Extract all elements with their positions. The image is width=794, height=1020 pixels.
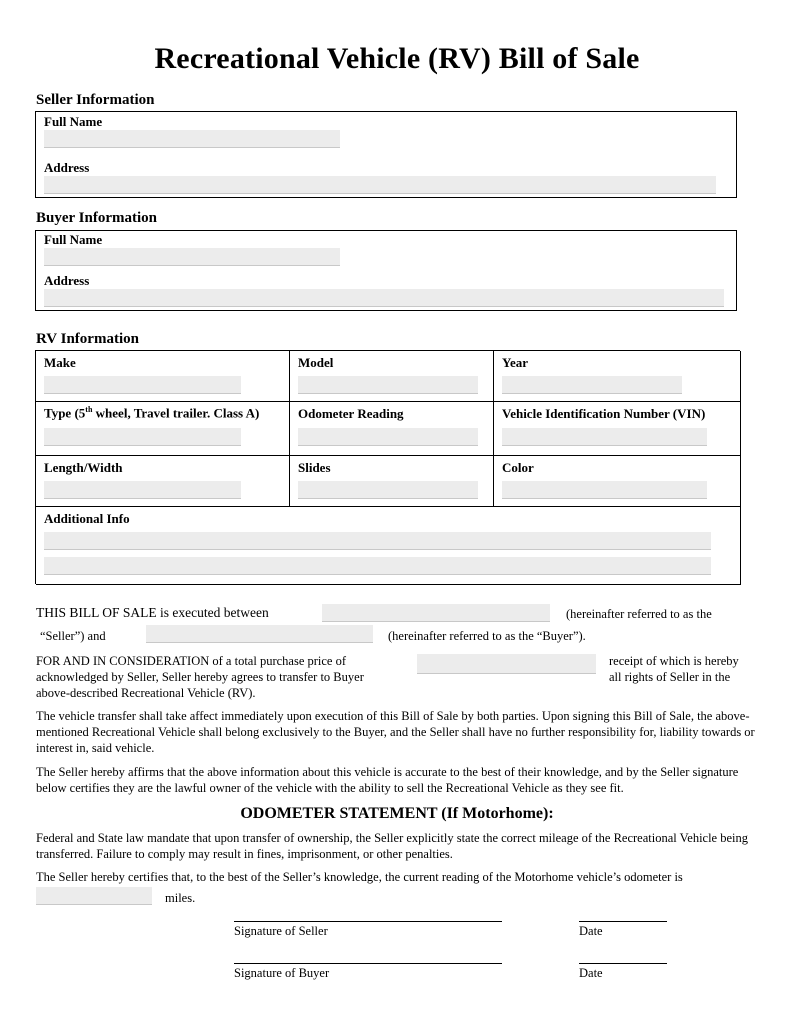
length-field[interactable] [44, 481, 241, 499]
rv-cell-slides [290, 456, 494, 507]
seller-date-line[interactable] [579, 921, 667, 922]
rv-heading: RV Information [36, 331, 139, 347]
rv-cell-model [290, 351, 494, 402]
seller-date-label: Date [579, 924, 603, 938]
color-field[interactable] [502, 481, 707, 499]
odometer-paragraph-1: Federal and State law mandate that upon transfer of ownership, the Seller explicitly state the correct mileage of the Recreational Vehicle being transferred. Failure to comply may result in fines, imprisonment, or other penalties. [36, 831, 749, 861]
color-label: Color [502, 460, 534, 475]
buyer-date-line[interactable] [579, 963, 667, 964]
slides-field[interactable] [298, 481, 478, 499]
model-field[interactable] [298, 376, 478, 394]
consideration-right-line-2: all rights of Seller in the [609, 670, 731, 684]
agreement-line1-b: (hereinafter referred to as the [566, 607, 712, 621]
rv-cell-odometer [290, 402, 494, 456]
agreement-line1-a: THIS BILL OF SALE is executed between [36, 605, 269, 620]
buyer-full-name-label: Full Name [44, 232, 103, 247]
year-label: Year [502, 355, 528, 370]
page-title: Recreational Vehicle (RV) Bill of Sale [154, 42, 640, 75]
rv-cell-length [36, 456, 290, 507]
slides-label: Slides [298, 460, 331, 475]
miles-label: miles. [165, 891, 196, 905]
make-field[interactable] [44, 376, 241, 394]
seller-address-field[interactable] [44, 176, 716, 194]
buyer-box [35, 230, 737, 311]
vin-label: Vehicle Identification Number (VIN) [502, 406, 706, 421]
buyer-heading: Buyer Information [36, 210, 157, 226]
consideration-line-1: FOR AND IN CONSIDERATION of a total purchase price of [36, 654, 347, 668]
consideration-left [36, 653, 416, 701]
affirm-paragraph: The Seller hereby affirms that the above information about this vehicle is accurate to the best of their knowledge, and by the Seller signature below certifies they are the lawful owner of the vehicle with the ability to sell the Recreational Vehicle as they see fit. [36, 765, 739, 795]
vin-field[interactable] [502, 428, 707, 446]
odometer-paragraph-2: The Seller hereby certifies that, to the best of the Seller’s knowledge, the current reading of the Motorhome vehicle’s odometer is [36, 870, 683, 884]
seller-heading: Seller Information [36, 92, 155, 108]
rv-cell-year [494, 351, 741, 402]
transfer-paragraph: The vehicle transfer shall take affect immediately upon execution of this Bill of Sale by both parties. Upon signing this Bill of Sale, the above-mentioned Recreational Vehicle shall belong exclusively to the Buyer, and the Seller shall have no further responsibility for, liability towards or interest in, said vehicle. [36, 709, 755, 755]
seller-address-label: Address [44, 160, 90, 175]
type-field[interactable] [44, 428, 241, 446]
consideration-line-3: above-described Recreational Vehicle (RV). [36, 686, 256, 700]
additional-field-1[interactable] [44, 532, 711, 550]
model-label: Model [298, 355, 334, 370]
seller-box [35, 111, 737, 198]
rv-cell-type [36, 402, 290, 456]
buyer-full-name-field[interactable] [44, 248, 340, 266]
seller-name-blank[interactable] [322, 604, 550, 622]
buyer-name-blank[interactable] [146, 625, 373, 643]
agreement-line2-b: (hereinafter referred to as the “Buyer”). [388, 629, 586, 643]
consideration-right-line-1: receipt of which is hereby [609, 654, 739, 668]
year-field[interactable] [502, 376, 682, 394]
seller-signature-label: Signature of Seller [234, 924, 328, 938]
length-label: Length/Width [44, 460, 123, 475]
make-label: Make [44, 355, 76, 370]
rv-cell-make [36, 351, 290, 402]
consideration-line-2: acknowledged by Seller, Seller hereby agrees to transfer to Buyer [36, 670, 364, 684]
buyer-signature-label: Signature of Buyer [234, 966, 330, 980]
seller-signature-line[interactable] [234, 921, 502, 922]
odometer-heading: ODOMETER STATEMENT (If Motorhome): [240, 805, 554, 822]
odometer-field[interactable] [298, 428, 478, 446]
odometer-miles-field[interactable] [36, 887, 152, 905]
buyer-address-label: Address [44, 273, 90, 288]
rv-cell-additional [36, 507, 741, 585]
additional-field-2[interactable] [44, 557, 711, 575]
purchase-price-field[interactable] [417, 654, 596, 674]
odometer-label: Odometer Reading [298, 406, 404, 421]
buyer-address-field[interactable] [44, 289, 724, 307]
seller-full-name-label: Full Name [44, 114, 103, 129]
type-label: Type (5th wheel, Travel trailer. Class A) [44, 405, 260, 421]
additional-label: Additional Info [44, 511, 130, 526]
rv-cell-vin [494, 402, 741, 456]
consideration-right [609, 653, 739, 685]
rv-table [35, 350, 740, 584]
agreement-line2-a: “Seller”) and [40, 629, 106, 643]
buyer-date-label: Date [579, 966, 603, 980]
buyer-signature-line[interactable] [234, 963, 502, 964]
seller-full-name-field[interactable] [44, 130, 340, 148]
rv-cell-color [494, 456, 741, 507]
